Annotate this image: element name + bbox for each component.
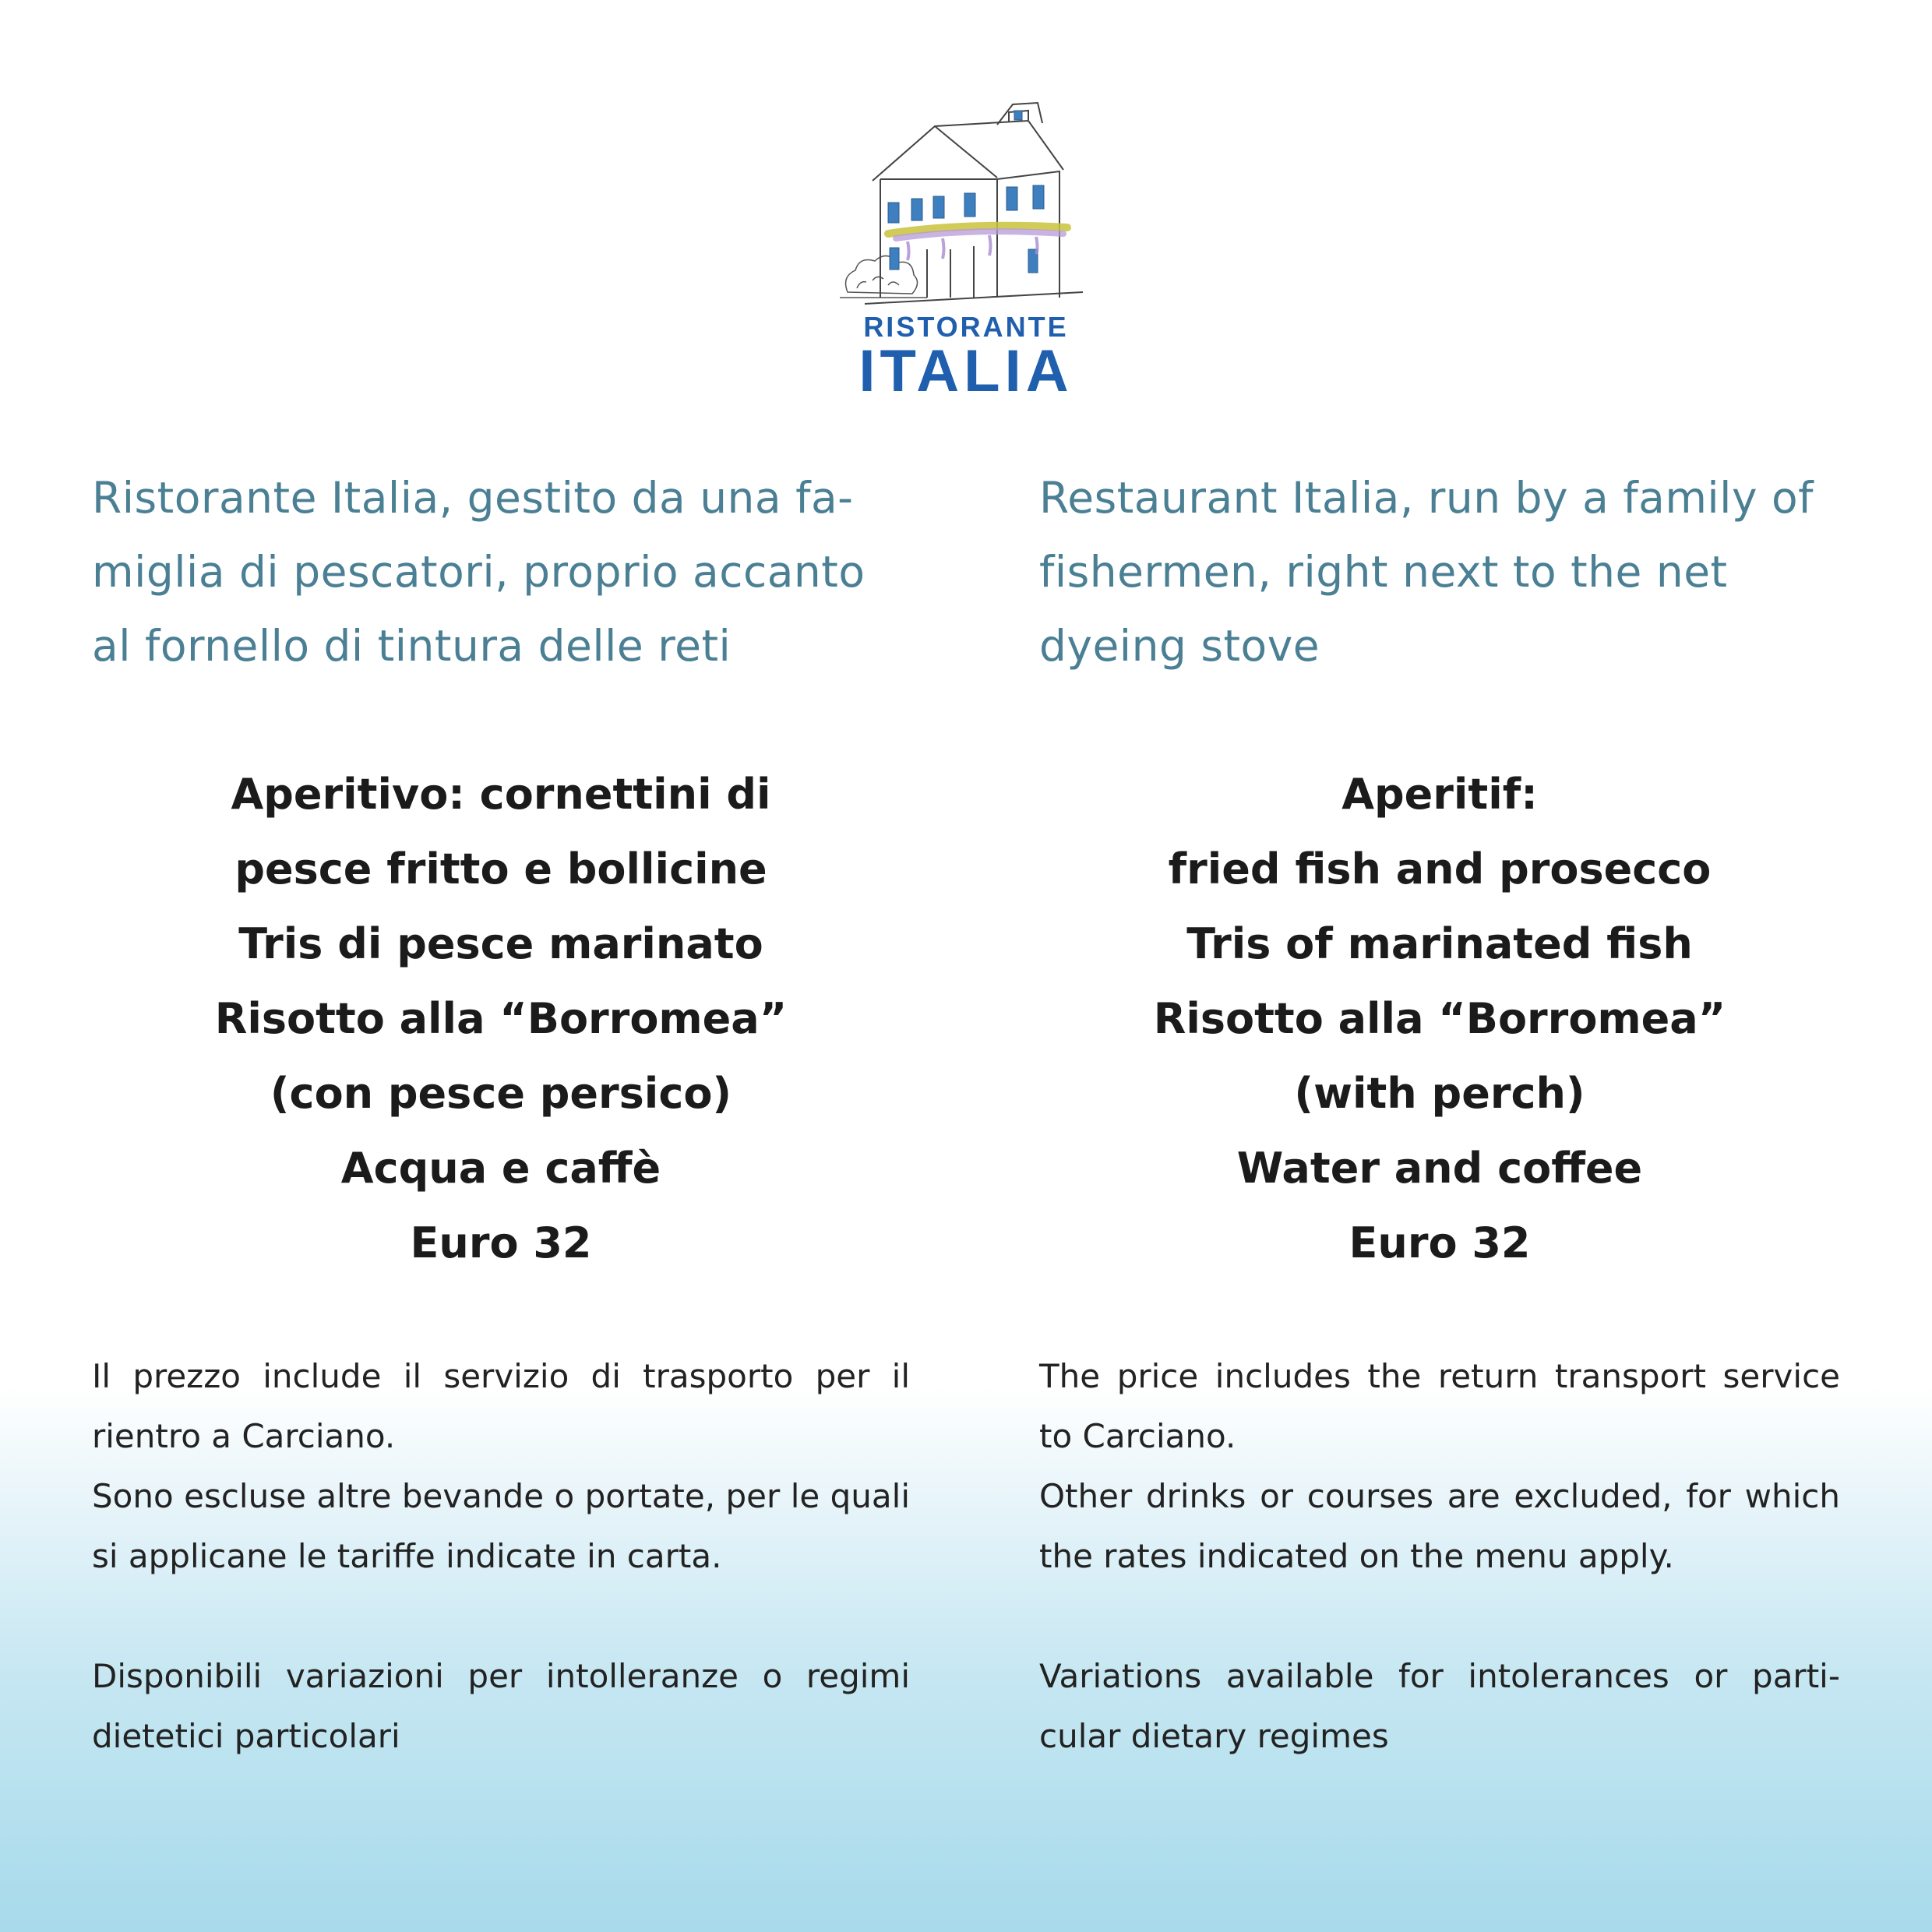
- english-note-excluded: Other drinks or courses are excluded, for which the rates indicated on the menu apply.: [1039, 1477, 1840, 1575]
- menu-line: Risotto alla “Borromea”: [214, 994, 788, 1043]
- italian-note-variations: Disponibili variazioni per intolleranze o regimi dietetici particolari: [92, 1657, 910, 1755]
- logo-line1: RISTORANTE: [863, 311, 1069, 343]
- menu-line: (con pesce persico): [270, 1069, 732, 1118]
- house-sketch-icon: [834, 93, 1098, 405]
- menu-line: (with perch): [1294, 1069, 1585, 1118]
- menu-line: Tris of marinated fish: [1186, 919, 1693, 968]
- english-note-variations: Variations available for intolerances or parti-cular dietary regimes: [1039, 1657, 1840, 1755]
- wisteria-drawing: [888, 226, 1067, 260]
- menu-line: pesce fritto e bollicine: [234, 844, 767, 894]
- menu-line: Tris di pesce marinato: [238, 919, 763, 968]
- restaurant-logo: [834, 93, 1098, 405]
- menu-price: Euro 32: [410, 1218, 592, 1267]
- menu-line: Risotto alla “Borromea”: [1153, 994, 1726, 1043]
- menu-line: Aperitivo: cornettini di: [231, 770, 771, 819]
- logo-line2: ITALIA: [858, 338, 1074, 404]
- italian-notes: [92, 1346, 910, 1766]
- bush-drawing: [840, 256, 927, 298]
- english-intro: Restaurant Italia, run by a family of fishermen, right next to the net dyeing stove: [1039, 473, 1814, 671]
- menu-line: Aperitif:: [1341, 770, 1538, 819]
- english-menu: [1039, 757, 1840, 1281]
- italian-intro: Ristorante Italia, gestito da una fa-miglia di pescatori, proprio accanto al fornello di tintura delle reti: [92, 473, 866, 671]
- italian-note-excluded: Sono escluse altre bevande o portate, per le quali si applicane le tariffe indicate in carta.: [92, 1477, 910, 1575]
- menu-line: Acqua e caffè: [340, 1144, 661, 1193]
- menu-line: Water and coffee: [1236, 1144, 1643, 1193]
- window-drawings: [888, 111, 1044, 273]
- english-note-transport: The price includes the return transport service to Carciano.: [1039, 1357, 1840, 1455]
- menu-price: Euro 32: [1349, 1218, 1531, 1267]
- italian-menu: [92, 757, 910, 1281]
- english-notes: [1039, 1346, 1840, 1766]
- menu-line: fried fish and prosecco: [1168, 844, 1712, 894]
- italian-note-transport: Il prezzo include il servizio di trasporto per il rientro a Carciano.: [92, 1357, 910, 1455]
